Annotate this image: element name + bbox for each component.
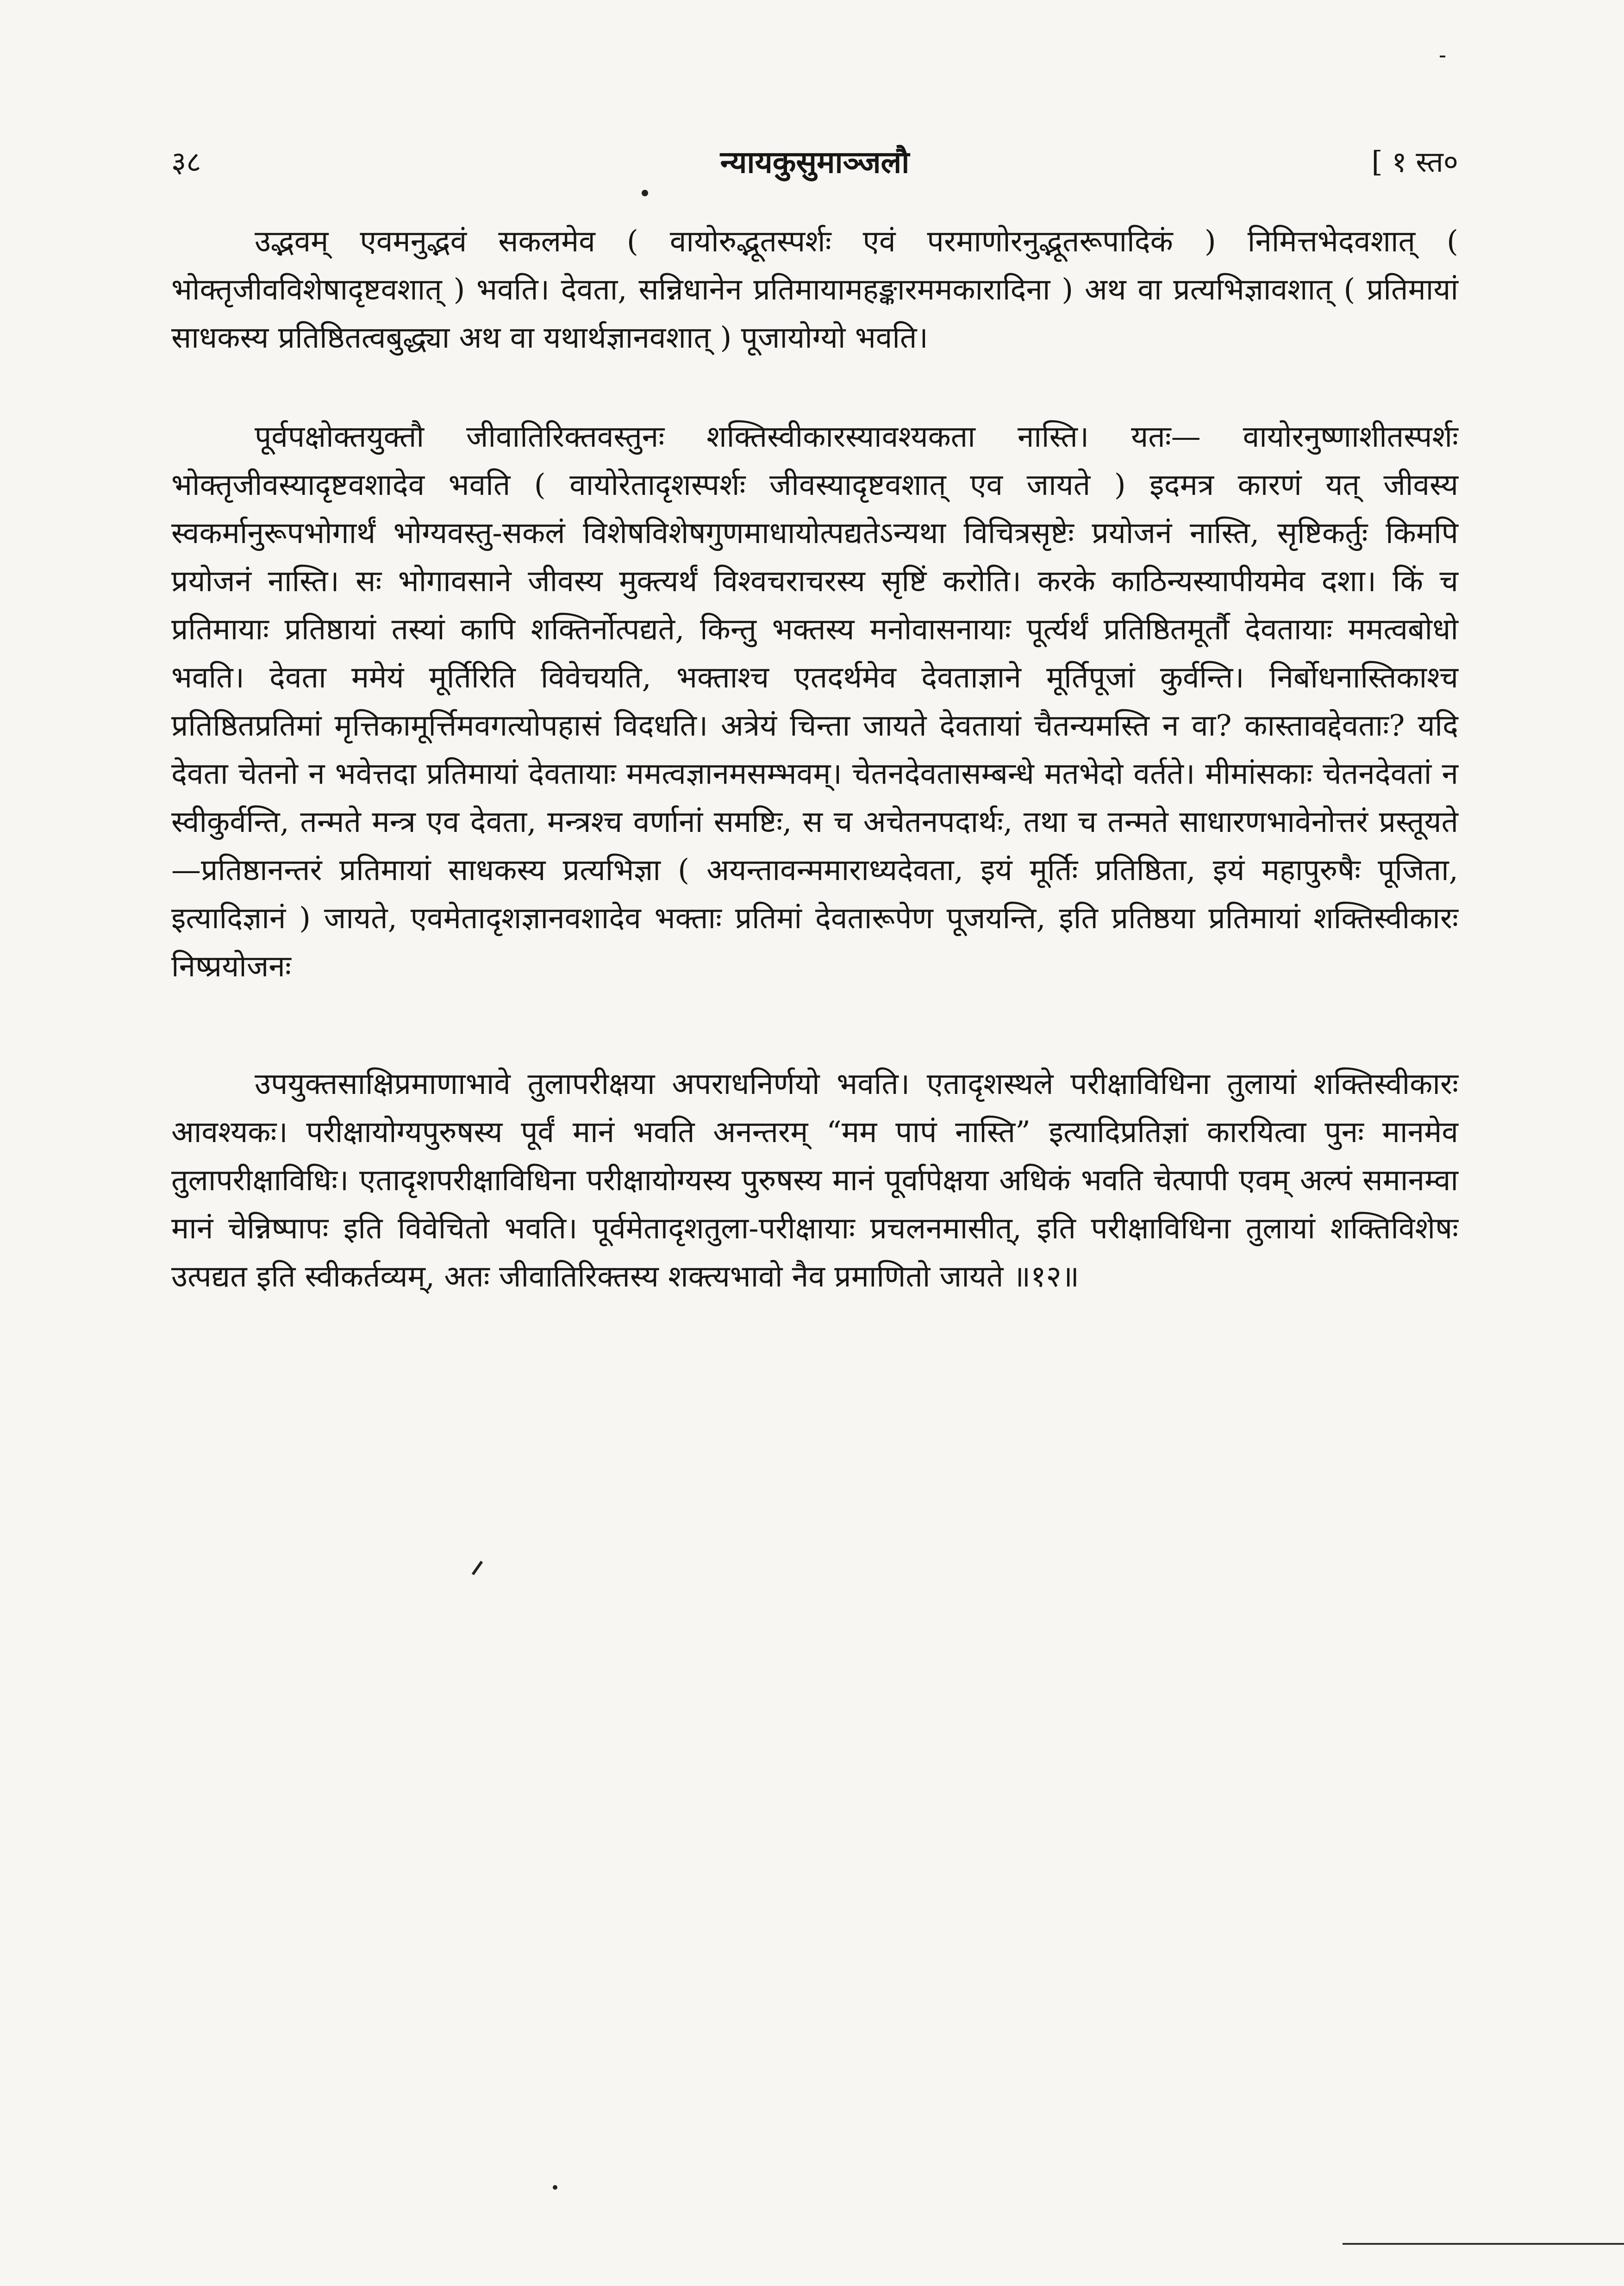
- footer-rule: [1343, 2243, 1624, 2245]
- page-number: ३८: [171, 145, 201, 179]
- paragraph-1: उद्भवम् एवमनुद्भवं सकलमेव ( वायोरुद्भूतस्पर्शः एवं परमाणोरनुद्भूतरूपादिकं ) निमित्तभेदवशात् ( भोक्तृजीवविशेषादृष्टवशात् ) भवति। देवता, सन्निधानेन प्रतिमायामहङ्कारममकारादिना ) अथ वा प्रत्यभिज्ञावशात् ( प्रतिमायां साधकस्य प्रतिष्ठितत्वबुद्ध्या अथ वा यथार्थज्ञानवशात् ) पूजायोग्यो भवति।: [171, 225, 1458, 355]
- chapter-marker: [ १ स्त०: [1371, 145, 1458, 179]
- scan-speck: [472, 1561, 483, 1575]
- scan-speck: [642, 190, 648, 196]
- book-title: न्यायकुसुमाञ्जलौ: [720, 144, 910, 180]
- scan-speck: [553, 2185, 557, 2190]
- running-header: [171, 139, 1458, 190]
- paragraph-2: पूर्वपक्षोक्तयुक्तौ जीवातिरिक्तवस्तुनः शक्तिस्वीकारस्यावश्यकता नास्ति। यतः— वायोरनुष्णाशीतस्पर्शः भोक्तृजीवस्यादृष्टवशादेव भवति ( वायोरेतादृशस्पर्शः जीवस्यादृष्टवशात् एव जायते ) इदमत्र कारणं यत् जीवस्य स्वकर्मानुरूपभोगार्थं भोग्यवस्तु-सकलं विशेषविशेषगुणमाधायोत्पद्यतेऽन्यथा विचित्रसृष्टेः प्रयोजनं नास्ति, सृष्टिकर्तुः किमपि प्रयोजनं नास्ति। सः भोगावसाने जीवस्य मुक्त्यर्थं विश्वचराचरस्य सृष्टिं करोति। करके काठिन्यस्यापीयमेव दशा। किं च प्रतिमायाः प्रतिष्ठायां तस्यां कापि शक्तिर्नोत्पद्यते, किन्तु भक्तस्य मनोवासनायाः पूर्त्यर्थं प्रतिष्ठितमूर्तौ देवतायाः ममत्वबोधो भवति। देवता ममेयं मूर्तिरिति विवेचयति, भक्ताश्च एतदर्थमेव देवताज्ञाने मूर्तिपूजां कुर्वन्ति। निर्बोधनास्तिकाश्च प्रतिष्ठितप्रतिमां मृत्तिकामूर्त्तिमवगत्योपहासं विदधति। अत्रेयं चिन्ता जायते देवतायां चैतन्यमस्ति न वा? कास्तावद्देवताः? यदि देवता चेतनो न भवेत्तदा प्रतिमायां देवतायाः ममत्वज्ञानमसम्भवम्। चेतनदेवतासम्बन्धे मतभेदो वर्तते। मीमांसकाः चेतनदेवतां न स्वीकुर्वन्ति, तन्मते मन्त्र एव देवता, मन्त्रश्च वर्णानां समष्टिः, स च अचेतनपदार्थः, तथा च तन्मते साधारणभावेनोत्तरं प्रस्तूयते—प्रतिष्ठानन्तरं प्रतिमायां साधकस्य प्रत्यभिज्ञा ( अयन्तावन्ममाराध्यदेवता, इयं मूर्तिः प्रतिष्ठिता, इयं महापुरुषैः पूजिता, इत्यादिज्ञानं ) जायते, एवमेतादृशज्ञानवशादेव भक्ताः प्रतिमां देवतारूपेण पूजयन्ति, इति प्रतिष्ठया प्रतिमायां शक्तिस्वीकारः निष्प्रयोजनः: [171, 420, 1458, 984]
- scan-speck: [1440, 56, 1445, 57]
- body-text: [171, 218, 1458, 1301]
- paragraph-3: उपयुक्तसाक्षिप्रमाणाभावे तुलापरीक्षया अपराधनिर्णयो भवति। एतादृशस्थले परीक्षाविधिना तुलायां शक्तिस्वीकारः आवश्यकः। परीक्षायोग्यपुरुषस्य पूर्वं मानं भवति अनन्तरम् “मम पापं नास्ति” इत्यादिप्रतिज्ञां कारयित्वा पुनः मानमेव तुलापरीक्षाविधिः। एतादृशपरीक्षाविधिना परीक्षायोग्यस्य पुरुषस्य मानं पूर्वापेक्षया अधिकं भवति चेत्पापी एवम् अल्पं समानम्वा मानं चेन्निष्पापः इति विवेचितो भवति। पूर्वमेतादृशतुला-परीक्षायाः प्रचलनमासीत्, इति परीक्षाविधिना तुलायां शक्तिविशेषः उत्पद्यत इति स्वीकर्तव्यम्, अतः जीवातिरिक्तस्य शक्त्यभावो नैव प्रमाणितो जायते ॥१२॥: [171, 1067, 1458, 1294]
